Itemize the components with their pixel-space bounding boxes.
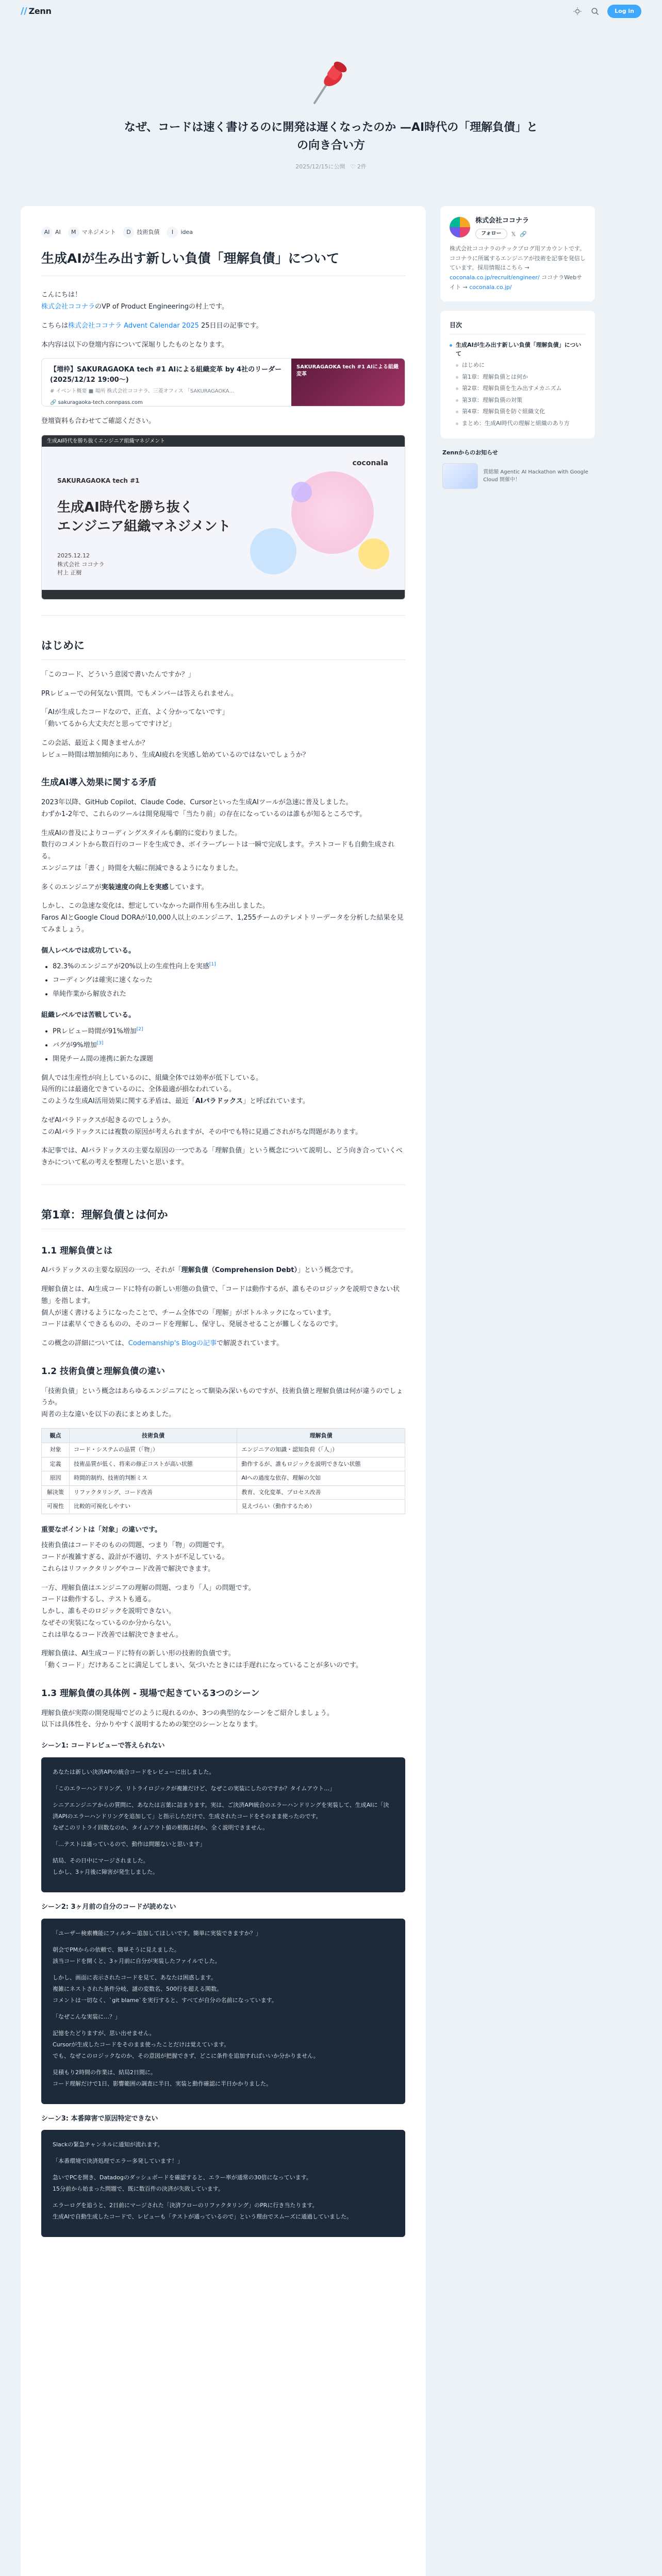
calendar-suffix: 25日目の記事です。 bbox=[198, 321, 263, 330]
table-cell: 動作するが、誰もロジックを説明できない状態 bbox=[237, 1457, 405, 1471]
scene-3-block bbox=[41, 2130, 405, 2237]
article-title: なぜ、コードは速く書けるのに開発は遅くなったのか —AI時代の「理解負債」との向き合い方 bbox=[124, 121, 538, 152]
list-item-text: 82.3%のエンジニアが20%以上の生産性向上を実感 bbox=[53, 962, 209, 971]
toc-item[interactable]: 生成AIが生み出す新しい負債「理解負債」について bbox=[450, 340, 586, 360]
scene-line: Slackの緊急チャンネルに通知が流れます。 bbox=[53, 2141, 163, 2148]
topic-label: 技術負債 bbox=[137, 229, 160, 235]
table-cell: 原因 bbox=[42, 1471, 70, 1486]
paragraph bbox=[41, 320, 405, 332]
scene-text: 結局、その日中にマージされました。 bbox=[53, 1857, 149, 1864]
paragraph bbox=[41, 1386, 405, 1421]
intro-text: のVP of Product Engineeringの村上です。 bbox=[95, 303, 228, 311]
like-count-value: 2件 bbox=[357, 163, 367, 171]
list-item-text: バグが9%増加 bbox=[53, 1041, 97, 1049]
scene-text: コード理解だけで1日、影響範囲の調査に半日、実装と動作確認に半日かかりました。 bbox=[53, 2080, 272, 2087]
toc-item[interactable]: 第2章：理解負債を生み出すメカニズム bbox=[450, 383, 586, 395]
scene-line: 「…テストは通っているので、動作は問題ないと思います」 bbox=[53, 1840, 206, 1848]
emphasis: 実装速度の向上を実感 bbox=[101, 883, 169, 891]
presentation-slide-embed[interactable] bbox=[41, 435, 405, 600]
scene-2-block bbox=[41, 1919, 405, 2104]
topic-label: idea bbox=[180, 229, 193, 235]
list-item: • 開発チーム間の連携に新たな課題 bbox=[53, 1054, 405, 1065]
text-line: 理解負債とは、AI生成コードに特有の新しい形態の負債で、「コードは動作するが、誰もそのロジックを説明できない状態」を指します。 bbox=[41, 1285, 400, 1305]
table-row bbox=[42, 1485, 405, 1500]
table-cell: 教育、文化変革、プロセス改善 bbox=[237, 1485, 405, 1500]
table-cell: 定義 bbox=[42, 1457, 70, 1471]
paragraph bbox=[41, 1115, 405, 1139]
paragraph bbox=[41, 1073, 405, 1108]
announcement-title: Zennからのお知らせ bbox=[442, 449, 498, 456]
text-line: Faros AIとGoogle Cloud DORAが10,000人以上のエンジニア、1,255チームのテレメトリーデータを分析した結果を見てみましょう。 bbox=[41, 914, 404, 934]
article-body bbox=[21, 206, 426, 2576]
subsection-heading: 1.1 理解負債とは bbox=[41, 1245, 113, 1256]
topic-ai-icon: AI bbox=[41, 227, 53, 238]
table-cell: 対象 bbox=[42, 1443, 70, 1458]
subsection-heading: 生成AI導入効果に関する矛盾 bbox=[41, 777, 157, 788]
text-line: エンジニアは「書く」時間を大幅に削減できるようになりました。 bbox=[41, 864, 242, 872]
scene-line bbox=[53, 2172, 394, 2195]
scene-text: 朝会でPMからの依頼で、簡単そうに見えました。 bbox=[53, 1946, 180, 1953]
paragraph bbox=[41, 1284, 405, 1331]
text-line: このAIパラドックスには複数の原因が考えられますが、その中でも特に見過ごされがちな問題があります。 bbox=[41, 1128, 362, 1136]
scene-line: 「このエラーハンドリング、リトライロジックが複雑だけど、なぜこの実装にしたのですか？タイムアウト…」 bbox=[53, 1785, 336, 1792]
footnote-ref[interactable]: [3] bbox=[96, 1040, 104, 1046]
publisher-row bbox=[450, 215, 586, 239]
codemanship-blog-link[interactable]: Codemanship's Blogの記事 bbox=[128, 1340, 217, 1348]
top-header bbox=[0, 0, 662, 23]
paragraph: 「このコード、どういう意図で書いたんですか？」 bbox=[41, 670, 195, 679]
x-social-icon[interactable]: 𝕏 bbox=[511, 230, 516, 238]
individual-list bbox=[53, 961, 405, 1001]
scene-line: 「ユーザー検索機能にフィルター追加してほしいです。簡単に実装できますか？」 bbox=[53, 1929, 261, 1937]
scene-text: 該当コードを開くと、3ヶ月前に自分が実装したファイルでした。 bbox=[53, 1957, 221, 1964]
scene-text: 15分前から始まった問題で、既に数百件の決済が失敗しています。 bbox=[53, 2185, 224, 2193]
topic-list bbox=[41, 227, 405, 238]
table-cell: 可視性 bbox=[42, 1500, 70, 1514]
scene-text: 複雑にネストされた条件分岐、謎の変数名、500行を超える関数。 bbox=[53, 1985, 222, 1992]
event-link-card[interactable] bbox=[41, 358, 405, 406]
table-header-cell: 観点 bbox=[42, 1428, 70, 1443]
link-card-url-text: sakuragaoka-tech.connpass.com bbox=[58, 399, 143, 405]
zenn-logo[interactable] bbox=[21, 3, 52, 20]
table-cell: コード・システムの品質（「物」） bbox=[70, 1443, 237, 1458]
scene-text: 急いでPCを開き、Datadogのダッシュボードを確認すると、エラー率が通常の30倍になっています。 bbox=[53, 2174, 312, 2181]
text-line: なぜAIパラドックスが起きるのでしょうか。 bbox=[41, 1116, 175, 1124]
text-line: この会話、最近よく聞きませんか？ bbox=[41, 739, 149, 747]
paragraph: 本内容は以下の登壇内容について深堀りしたものとなります。 bbox=[41, 341, 228, 349]
topic-label: マネジメント bbox=[81, 229, 116, 235]
scene-text: なぜこのリトライ回数なのか、タイムアウト値の根拠は何か、全く説明できません。 bbox=[53, 1824, 269, 1831]
text-span: しています。 bbox=[168, 883, 208, 891]
text-span: AIパラドックスの主要な原因の一つ、それが「 bbox=[41, 1266, 181, 1275]
toc-card bbox=[440, 311, 595, 438]
text-line: 局所的には最適化できているのに、全体最適が損なわれている。 bbox=[41, 1086, 236, 1094]
list-item bbox=[53, 1040, 405, 1052]
scene-heading: シーン2: 3ヶ月前の自分のコードが読めない bbox=[41, 1903, 176, 1911]
organization-list bbox=[53, 1026, 405, 1065]
section-heading: はじめに bbox=[41, 636, 405, 660]
list-item-text: PRレビュー時間が91%増加 bbox=[53, 1027, 137, 1036]
table-header-cell: 技術負債 bbox=[70, 1428, 237, 1443]
link-icon[interactable]: 🔗 bbox=[520, 230, 527, 238]
article-hero bbox=[0, 23, 662, 193]
paragraph: 本記事では、AIパラドックスの主要な原因の一つである「理解負債」という概念について説明し、どう向き合っていくべきかについて私の考えを整理したいと思います。 bbox=[41, 1147, 403, 1167]
text-line: コードは素早くできるものの、そのコードを理解し、保守し、発展させることが難しくなるのです。 bbox=[41, 1320, 342, 1329]
text-line: 「技術負債」という概念はあらゆるエンジニアにとって馴染み深いものですが、技術負債と理解負債は何が違うのでしょうか。 bbox=[41, 1387, 403, 1407]
publisher-desc-text: ココナラWebサイト → bbox=[450, 274, 583, 291]
slide-heading bbox=[57, 498, 231, 536]
comparison-table bbox=[41, 1428, 405, 1514]
paragraph bbox=[41, 707, 405, 731]
paragraph bbox=[41, 1583, 405, 1641]
link-card-url: 🔗 sakuragaoka-tech.connpass.com bbox=[50, 399, 143, 405]
article-meta bbox=[0, 162, 662, 172]
text-span: 」と呼ばれています。 bbox=[242, 1097, 309, 1106]
topic-tech-debt[interactable] bbox=[123, 227, 159, 238]
scene-text: でも、なぜこのロジックなのか、その意図が把握できず、どこに条件を追加すればいいか分かりません。 bbox=[53, 2052, 319, 2059]
website-link[interactable]: coconala.co.jp/ bbox=[469, 283, 512, 291]
sidebar bbox=[440, 206, 595, 2576]
toc-item[interactable]: まとめ：生成AI時代の理解と組織のあり方 bbox=[450, 418, 586, 430]
text-span: このような生成AI活用効果に関する矛盾は、最近「 bbox=[41, 1097, 195, 1106]
text-line: 生成AIの普及によりコーディングスタイルも劇的に変わりました。 bbox=[41, 829, 242, 837]
search-icon[interactable] bbox=[590, 6, 600, 16]
scene-line bbox=[53, 2028, 394, 2062]
slide-subtitle: SAKURAGAOKA tech #1 bbox=[57, 477, 140, 485]
scene-line bbox=[53, 2067, 394, 2090]
text-line: 「動くコード」だけあることに満足してしまい、気づいたときには手遅れになっていることが多いのです。 bbox=[41, 1662, 362, 1670]
scene-line: 「本番環境で決済処理でエラー多発しています！」 bbox=[53, 2158, 183, 2165]
coconala-logo: coconala bbox=[352, 459, 388, 468]
paragraph bbox=[41, 882, 405, 894]
toc-item[interactable]: はじめに bbox=[450, 360, 586, 371]
link-card-thumbnail: SAKURAGAOKA tech #1 AIによる組織変革 bbox=[291, 359, 405, 406]
publisher-avatar[interactable] bbox=[450, 217, 470, 238]
paragraph bbox=[41, 1648, 405, 1672]
main-container bbox=[21, 206, 641, 2576]
bold-label: 個人レベルでは成功している。 bbox=[41, 946, 136, 955]
topic-ai[interactable] bbox=[41, 227, 61, 238]
text-line: 両者の主な違いを以下の表にまとめました。 bbox=[41, 1411, 176, 1419]
hackathon-banner bbox=[442, 463, 478, 489]
paragraph bbox=[41, 1708, 405, 1732]
quote-line: 「動いてるから大丈夫だと思ってですけど」 bbox=[41, 720, 176, 728]
slide-heading-line: 生成AI時代を勝ち抜く bbox=[57, 500, 193, 516]
text-span: で解説されています。 bbox=[217, 1340, 283, 1348]
paragraph bbox=[41, 1265, 405, 1277]
footnote-ref[interactable]: [2] bbox=[136, 1026, 143, 1032]
topic-idea[interactable] bbox=[167, 227, 193, 238]
table-cell: 比較的可視化しやすい bbox=[70, 1500, 237, 1514]
publisher-desc-text: 株式会社ココナラのテックブログ用アカウントです。ココナラに所属するエンジニアが技術を記事を発信しています。採用情報はこちら → bbox=[450, 245, 586, 272]
text-line: 一方、理解負債はエンジニアの理解の問題、つまり「人」の問題です。 bbox=[41, 1584, 255, 1592]
paragraph bbox=[41, 1540, 405, 1575]
scene-text: しかし、3ヶ月後に障害が発生しました。 bbox=[53, 1868, 158, 1875]
scene-line bbox=[53, 1944, 394, 1967]
list-item bbox=[53, 961, 405, 973]
advent-calendar-link[interactable]: 株式会社ココナラ Advent Calendar 2025 bbox=[68, 321, 199, 330]
table-cell: 時間的制約、技術的判断ミス bbox=[70, 1471, 237, 1486]
calendar-prefix: こちらは bbox=[41, 321, 69, 330]
company-link[interactable]: 株式会社ココナラ bbox=[41, 303, 95, 311]
text-span: この概念の詳細については、 bbox=[41, 1340, 128, 1348]
scene-text: 生成AIで自動生成したコードで、レビューも「テストが通っているので」という理由でスムーズに通過していました。 bbox=[53, 2213, 353, 2221]
link-card-description: # イベント概要 ■ 場所 株式会社ココナラ、三菱オフィス 「SAKURAGAOKA… bbox=[50, 388, 235, 395]
scene-text: エラーログを追うと、2日前にマージされた「決済フローのリファクタリング」のPRに行き当たります。 bbox=[53, 2202, 318, 2209]
paragraph bbox=[41, 290, 405, 313]
table-header-cell: 理解負債 bbox=[237, 1428, 405, 1443]
topic-management-icon: M bbox=[68, 227, 79, 238]
emphasis: AIパラドックス bbox=[195, 1097, 243, 1106]
text-line: 以下は具体性を、分かりやすく説明するための架空のシーンとなります。 bbox=[41, 1721, 262, 1729]
text-line: わずか1-2年で、これらのツールは開発現場で「当たり前」の存在になっているのは誰もが知るところです。 bbox=[41, 810, 367, 818]
slide-date: 2025.12.12 bbox=[57, 552, 90, 560]
follow-row bbox=[475, 229, 529, 239]
list-item: • 単純作業から解放された bbox=[53, 989, 405, 1001]
topic-management[interactable] bbox=[68, 227, 116, 238]
toc-title: 目次 bbox=[450, 320, 586, 334]
list-item bbox=[53, 1026, 405, 1038]
slide-controls[interactable] bbox=[42, 590, 405, 599]
slide-title-bar: 生成AI時代を勝ち抜くエンジニア組織マネジメント bbox=[42, 435, 405, 447]
table-cell: 解決策 bbox=[42, 1485, 70, 1500]
logo-text: Zenn bbox=[28, 6, 52, 16]
scene-line bbox=[53, 1800, 394, 1834]
footnote-ref[interactable]: [1] bbox=[209, 962, 216, 968]
announcement-section bbox=[440, 448, 595, 488]
scene-heading: シーン3: 本番障害で原因特定できない bbox=[41, 2114, 158, 2123]
pushpin-icon bbox=[310, 59, 352, 105]
subsection-heading: 1.2 技術負債と理解負債の違い bbox=[41, 1366, 166, 1377]
table-header-row bbox=[42, 1428, 405, 1443]
publisher-info bbox=[475, 215, 529, 239]
paragraph bbox=[41, 797, 405, 821]
paragraph: 登壇資料も合わせてご確認ください。 bbox=[41, 417, 156, 426]
paragraph bbox=[41, 901, 405, 936]
text-span: 多くのエンジニアが bbox=[41, 883, 102, 891]
announcement-item[interactable] bbox=[442, 463, 593, 489]
scene-text: コメントは一切なく、`git blame`を実行すると、すべてが自分の名前になっています。 bbox=[53, 1996, 277, 2004]
bold-label: 重要なポイントは「対象」の違いです。 bbox=[41, 1526, 161, 1534]
table-row bbox=[42, 1457, 405, 1471]
theme-toggle-icon[interactable] bbox=[572, 6, 583, 16]
topic-tech-debt-icon: D bbox=[123, 227, 134, 238]
subsection-heading: 1.3 理解負債の具体例 - 現場で起きている3つのシーン bbox=[41, 1688, 260, 1699]
publish-date: 2025/12/15に公開 bbox=[295, 163, 345, 171]
slide-footer-info bbox=[57, 552, 105, 578]
text-line: なぜその実装になっているのか分からない。 bbox=[41, 1619, 176, 1627]
login-button[interactable]: Log in bbox=[607, 5, 641, 18]
scene-text: 見積もり2時間の作業は、結局2日間に。 bbox=[53, 2069, 156, 2076]
table-row bbox=[42, 1443, 405, 1458]
publisher-name[interactable]: 株式会社ココナラ bbox=[475, 216, 529, 225]
header-actions bbox=[572, 5, 641, 18]
text-line: 理解負債が実際の開発現場でどのように現れるのか、3つの典型的なシーンをご紹介しましょう。 bbox=[41, 1709, 334, 1717]
bold-label: 組織レベルでは苦戦している。 bbox=[41, 1011, 136, 1019]
text-line: レビュー時間は増加傾向にあり、生成AI疲れを実感し始めているのではないでしょうか？ bbox=[41, 751, 309, 759]
text-line: しかし、この急速な変化は、想定していなかった副作用も生み出しました。 bbox=[41, 902, 270, 910]
decor-bubble bbox=[291, 482, 312, 502]
quote-line: 「AIが生成したコードなので、正直、よく分かってないです」 bbox=[41, 708, 229, 717]
paragraph: PRレビューでの何気ない質問。でもメンバーは答えられません。 bbox=[41, 689, 238, 698]
text-line: これらはリファクタリングやコード改善で解決できます。 bbox=[41, 1565, 215, 1573]
scene-line bbox=[53, 1855, 394, 1878]
text-line: これは単なるコード改善では解決できません。 bbox=[41, 1631, 183, 1639]
topic-idea-icon: I bbox=[167, 227, 178, 238]
paragraph bbox=[41, 828, 405, 875]
post-heading: 生成AIが生み出す新しい負債「理解負債」について bbox=[41, 247, 405, 277]
divider bbox=[41, 1184, 405, 1185]
scene-1-block bbox=[41, 1757, 405, 1892]
scene-line bbox=[53, 2200, 394, 2223]
table-cell: 見えづらい（動作するため） bbox=[237, 1500, 405, 1514]
toc-item[interactable]: 第1章：理解負債とは何か bbox=[450, 371, 586, 383]
topic-label: AI bbox=[55, 229, 61, 235]
scene-text: 記憶をたどりますが、思い出せません。 bbox=[53, 2029, 155, 2037]
toc-item[interactable]: 第4章：理解負債を防ぐ組織文化 bbox=[450, 406, 586, 418]
slide-heading-line: エンジニア組織マネジメント bbox=[57, 518, 231, 534]
table-cell: 技術品質が低く、将来の修正コストが高い状態 bbox=[70, 1457, 237, 1471]
follow-button[interactable]: フォロー bbox=[475, 229, 507, 239]
scene-line: あなたは新しい決済APIの統合コードをレビューに出しました。 bbox=[53, 1768, 215, 1775]
text-line: 理解負債は、AI生成コードに特有の新しい形の技術的負債です。 bbox=[41, 1650, 235, 1658]
emphasis: 理解負債（Comprehension Debt） bbox=[181, 1266, 297, 1275]
greeting: こんにちは！ bbox=[41, 291, 82, 299]
table-cell: AIへの過度な依存、理解の欠如 bbox=[237, 1471, 405, 1486]
scene-text: Cursorが生成したコードをそのまま使ったことだけは覚えています。 bbox=[53, 2041, 230, 2048]
text-line: 個人では生産性が向上しているのに、組織全体では効率が低下している。 bbox=[41, 1074, 263, 1082]
table-row bbox=[42, 1500, 405, 1514]
toc-item[interactable]: 第3章：理解負債の対策 bbox=[450, 395, 586, 406]
recruit-link[interactable]: coconala.co.jp/recruit/engineer/ bbox=[450, 274, 540, 281]
text-line: コードは動作するし、テストも通る。 bbox=[41, 1596, 155, 1604]
slide-company: 株式会社 ココナラ bbox=[57, 561, 105, 568]
table-row bbox=[42, 1471, 405, 1486]
link-card-body bbox=[42, 359, 291, 406]
text-line: 2023年以降、GitHub Copilot、Claude Code、Cursorといった生成AIツールが急速に普及しました。 bbox=[41, 799, 353, 807]
text-line: 数行のコメントから数百行のコードを生成でき、ボイラープレートは一瞬で完成します。テストコードも自動生成される。 bbox=[41, 841, 395, 861]
scene-line bbox=[53, 1972, 394, 2006]
text-line: 技術負債はコードそのものの問題、つまり「物」の問題です。 bbox=[41, 1541, 228, 1550]
publisher-card bbox=[440, 206, 595, 302]
text-line: 個人が速く書けるようになったことで、チーム全体での「理解」がボトルネックになっています。 bbox=[41, 1309, 336, 1317]
slide-speaker: 村上 正樹 bbox=[57, 569, 82, 577]
divider bbox=[41, 615, 405, 616]
zenn-logo-icon: // bbox=[21, 6, 27, 17]
decor-bubble bbox=[250, 528, 296, 574]
text-line: コードが複雑すぎる、設計が不適切、テストが不足している。 bbox=[41, 1553, 229, 1562]
paragraph bbox=[41, 1338, 405, 1350]
list-item: • コーディングは確実に速くなった bbox=[53, 975, 405, 987]
paragraph bbox=[41, 738, 405, 761]
text-line: しかし、誰もそのロジックを説明できない。 bbox=[41, 1607, 176, 1616]
scene-line: 「なぜこんな実装に…？」 bbox=[53, 2013, 121, 2020]
decor-bubble bbox=[358, 538, 389, 569]
like-count[interactable]: ♡ 2件 bbox=[350, 163, 367, 171]
scene-text: シニアエンジニアからの質問に、あなたは言葉に詰まります。実は、ご決済API統合のエラーハンドリングを実装して、生成AIに「決済APIのエラーハンドリングを追加して」と指示しただけで、生成されたコードをそのまま使ったのです。 bbox=[53, 1801, 389, 1820]
scene-heading: シーン1: コードレビューで答えられない bbox=[41, 1742, 165, 1750]
text-span: 」という概念です。 bbox=[297, 1266, 357, 1275]
section-heading: 第1章：理解負債とは何か bbox=[41, 1206, 405, 1229]
table-cell: リファクタリング、コード改善 bbox=[70, 1485, 237, 1500]
link-card-title: 【増枠】SAKURAGAOKA tech #1 AIによる組織変革 by 4社のリーダー (2025/12/12 19:00〜) bbox=[50, 366, 282, 384]
announcement-text: 賞総額 Agentic AI Hackathon with Google Cloud 開催中！ bbox=[483, 469, 588, 483]
publisher-description bbox=[450, 244, 586, 292]
scene-text: しかし、画面に表示されたコードを見て、あなたは困惑します。 bbox=[53, 1974, 217, 1981]
table-cell: エンジニアの知識・認知負荷（「人」） bbox=[237, 1443, 405, 1458]
